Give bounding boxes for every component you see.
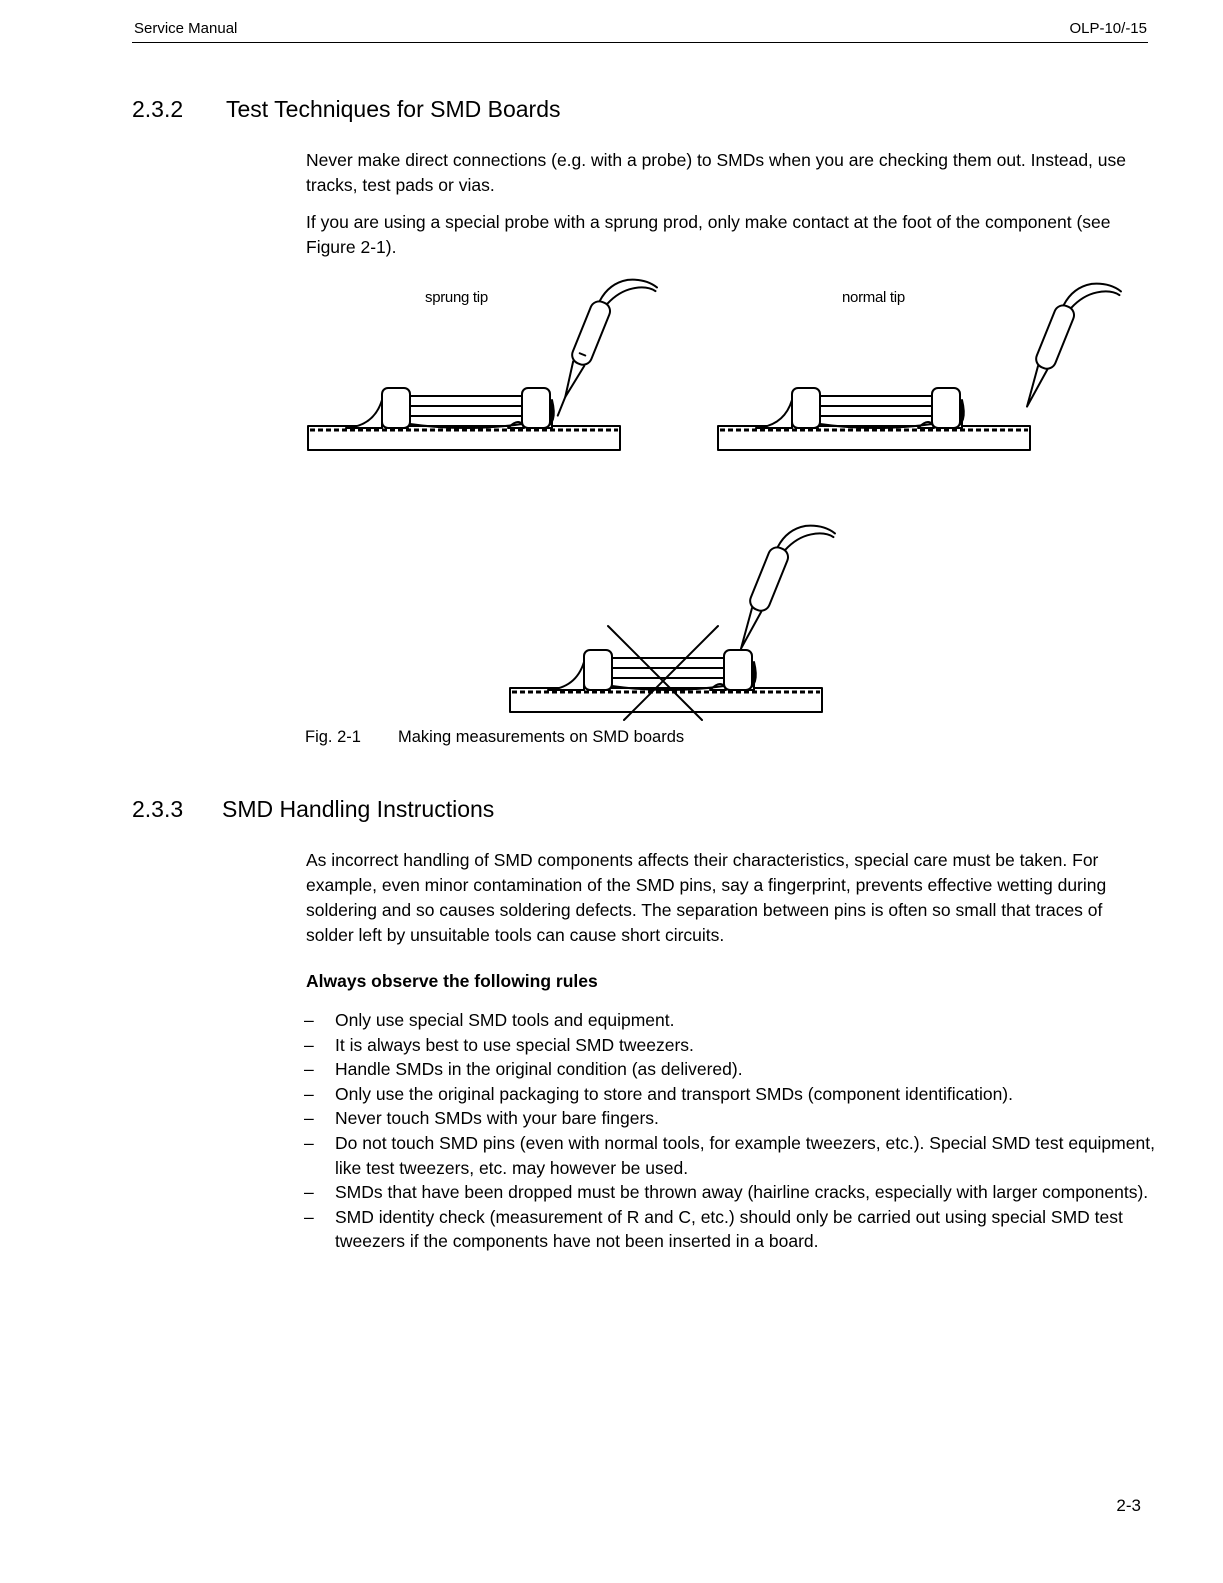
rule-text: Do not touch SMD pins (even with normal tools, for example tweezers, etc.). Special SMD test equipment, like test tweezers, etc. may however be used.: [335, 1132, 1155, 1178]
figure-caption-number: Fig. 2-1: [305, 728, 361, 746]
list-item: – Only use the original packaging to store and transport SMDs (component identification).: [304, 1083, 1013, 1104]
figure-smd-measurement: [0, 0, 1223, 760]
paragraph-incorrect-handling: As incorrect handling of SMD components affects their characteristics, special care must be taken. For example, even minor contamination of the SMD pins, say a fingerprint, prevents effective wetting during soldering and so causes soldering defects. The separation between pins is often so small that traces of solder left by unsuitable tools can cause short circuits.: [306, 850, 1107, 945]
list-item: – Only use special SMD tools and equipment.: [304, 1010, 675, 1030]
paragraph-direct-connections: Never make direct connections (e.g. with a probe) to SMDs when you are checking them out. Instead, use tracks, test pads or vias.: [306, 150, 1126, 195]
page-number: 2-3: [1116, 1496, 1141, 1515]
probe-on-component: [732, 512, 836, 665]
section-number-233: 2.3.3: [132, 796, 184, 822]
rule-text: Handle SMDs in the original condition (as delivered).: [335, 1059, 743, 1080]
section-233-body: [306, 848, 1146, 948]
header-manual-title: Service Manual: [134, 20, 238, 37]
rules-heading: Always observe the following rules: [306, 971, 598, 991]
section-title-233: SMD Handling Instructions: [222, 796, 495, 822]
list-item: – Never touch SMDs with your bare fingers.: [304, 1108, 659, 1129]
label-normal-tip: normal tip: [842, 289, 905, 306]
list-item: – Do not touch SMD pins (even with normal tools, for example tweezers, etc.). Special SMD test equipment, like test tweezers, etc. may however be used.: [304, 1132, 1155, 1178]
list-item: – It is always best to use special SMD tweezers.: [304, 1034, 694, 1055]
paragraph-sprung-probe: If you are using a special probe with a sprung prod, only make contact at the foot of the component (see Figure 2-1).: [306, 212, 1111, 257]
diagram-wrong-contact: [510, 512, 835, 720]
section-number-232: 2.3.2: [132, 96, 184, 122]
cross-mark-line-2: [624, 626, 718, 720]
figure-caption-text: Making measurements on SMD boards: [398, 728, 685, 746]
list-item: – Handle SMDs in the original condition (as delivered).: [304, 1059, 743, 1080]
rule-text: Only use special SMD tools and equipment.: [335, 1010, 675, 1030]
rule-text: SMDs that have been dropped must be thrown away (hairline cracks, especially with larger components).: [335, 1182, 1149, 1203]
section-title-232: Test Techniques for SMD Boards: [226, 96, 561, 122]
header-model: OLP-10/-15: [1069, 20, 1147, 37]
diagram-sprung-tip: [308, 266, 657, 450]
probe-sprung: [548, 266, 657, 432]
rules-list: [304, 1008, 1164, 1254]
label-sprung-tip: sprung tip: [425, 289, 488, 306]
rule-text: Never touch SMDs with your bare fingers.: [335, 1108, 659, 1129]
cross-mark-line-1: [608, 626, 702, 720]
diagram-normal-tip: [718, 270, 1121, 450]
rule-text: SMD identity check (measurement of R and C, etc.) should only be carried out using special SMD test tweezers if the components have not been inserted in a board.: [335, 1206, 1123, 1252]
probe-normal: [1018, 270, 1122, 423]
list-item: – SMDs that have been dropped must be thrown away (hairline cracks, especially with larger components).: [304, 1182, 1149, 1203]
rule-text: Only use the original packaging to store and transport SMDs (component identification).: [335, 1083, 1013, 1104]
list-item: – SMD identity check (measurement of R and C, etc.) should only be carried out using special SMD test tweezers if the components have not been inserted in a board.: [304, 1206, 1123, 1252]
rule-text: It is always best to use special SMD tweezers.: [335, 1034, 694, 1055]
